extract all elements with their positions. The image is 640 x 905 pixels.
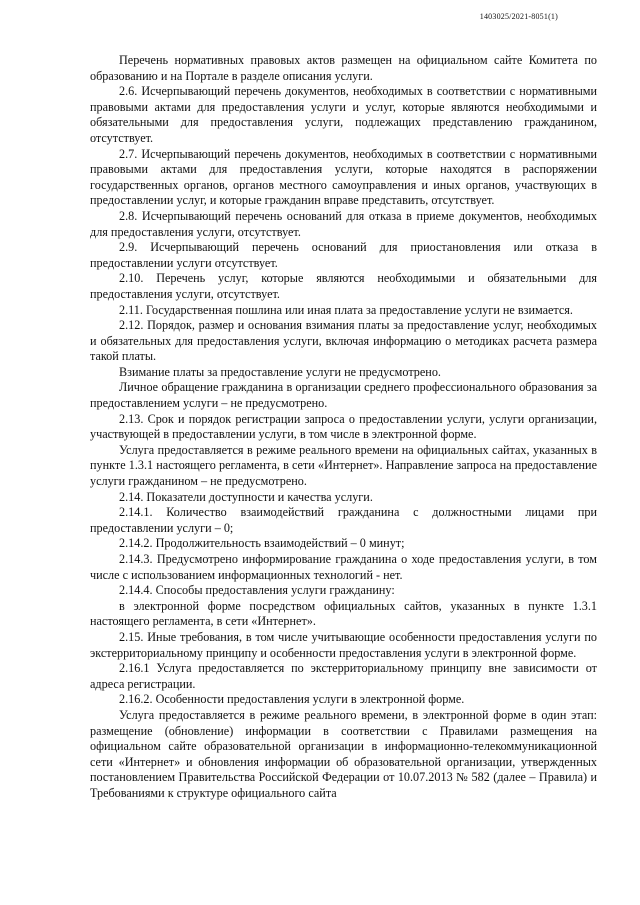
document-number: 1403025/2021-8051(1) xyxy=(479,12,558,21)
paragraph-2-12: 2.12. Порядок, размер и основания взимания платы за предоставление услуг, необходимых и обязательных для предоставления услуги, включая информацию о методиках расчета размера такой платы. xyxy=(90,318,597,364)
paragraph-2-6: 2.6. Исчерпывающий перечень документов, необходимых в соответствии с нормативными правовыми актами для предоставления услуги и услуг, которые являются необходимыми и обязательными для предоставления услуги, подлежащих представлению гражданином, отсутствует. xyxy=(90,84,597,145)
paragraph-realtime-service: Услуга предоставляется в режиме реального времени на официальных сайтах, указанных в пункте 1.3.1 настоящего регламента, в сети «Интернет». Направление запроса на предоставление услуги гражданином – не предусмотрено. xyxy=(90,442,597,489)
paragraph-2-13: 2.13. Срок и порядок регистрации запроса о предоставлении услуги, услуги организации, участвующей в предоставлении услуги, в том числе в электронной форме. xyxy=(90,411,597,442)
paragraph-2-14-2: 2.14.2. Продолжительность взаимодействий – 0 минут; xyxy=(119,536,405,551)
paragraph-legal-acts: Перечень нормативных правовых актов размещен на официальном сайте Комитета по образованию и на Портале в разделе описания услуги. xyxy=(90,53,597,83)
paragraph-fee-note: Взимание платы за предоставление услуги не предусмотрено. xyxy=(119,364,441,379)
paragraph-2-15: 2.15. Иные требования, в том числе учитывающие особенности предоставления услуги по экстерриториальному принципу и особенности предоставления услуги в электронной форме. xyxy=(90,629,597,660)
paragraph-2-9: 2.9. Исчерпывающий перечень оснований для приостановления или отказа в предоставлении услуги отсутствует. xyxy=(90,240,597,270)
paragraph-personal-appeal: Личное обращение гражданина в организации среднего профессионального образования за предоставлением услуги – не предусмотрено. xyxy=(90,380,597,411)
paragraph-2-8: 2.8. Исчерпывающий перечень оснований для отказа в приеме документов, необходимых для предоставления услуги, отсутствует. xyxy=(90,208,597,239)
paragraph-2-11: 2.11. Государственная пошлина или иная плата за предоставление услуги не взимается. xyxy=(119,302,573,317)
paragraph-2-7: 2.7. Исчерпывающий перечень документов, необходимых в соответствии с нормативными правовыми актами для предоставления услуги, которые находятся в распоряжении государственных органов, органов местного самоуправления и иных органов, участвующих в предоставлении услуг, и которые гражданин вправе представить, отсутствует. xyxy=(90,146,597,208)
paragraph-2-10: 2.10. Перечень услуг, которые являются необходимыми и обязательными для предоставления услуги, отсутствует. xyxy=(90,271,597,301)
paragraph-2-14-1: 2.14.1. Количество взаимодействий гражданина с должностными лицами при предоставлении услуги – 0; xyxy=(90,505,597,535)
paragraph-2-14: 2.14. Показатели доступности и качества услуги. xyxy=(119,489,373,504)
paragraph-single-stage: Услуга предоставляется в режиме реального времени, в электронной форме в один этап: размещение (обновление) информации в соответствии с Правилами размещения на официальном сайте образовательной организации в информационно-телекоммуникационной сети «Интернет» и обновления информации об образовательной организации, утвержденных постановлением Правительства Российской Федерации от 10.07.2013 № 582 (далее – Правила) и Требованиями к структуре официального сайта xyxy=(90,707,597,800)
paragraph-2-16-2: 2.16.2. Особенности предоставления услуги в электронной форме. xyxy=(119,692,465,707)
document-body xyxy=(90,53,597,802)
paragraph-2-14-3: 2.14.3. Предусмотрено информирование гражданина о ходе предоставления услуги, в том числе с использованием информационных технологий - нет. xyxy=(90,552,597,582)
paragraph-electronic-form: в электронной форме посредством официальных сайтов, указанных в пункте 1.3.1 настоящего регламента, в сети «Интернет». xyxy=(90,598,597,629)
paragraph-2-14-4: 2.14.4. Способы предоставления услуги гражданину: xyxy=(119,583,395,598)
paragraph-2-16-1: 2.16.1 Услуга предоставляется по экстерриториальному принципу вне зависимости от адреса регистрации. xyxy=(90,661,597,691)
